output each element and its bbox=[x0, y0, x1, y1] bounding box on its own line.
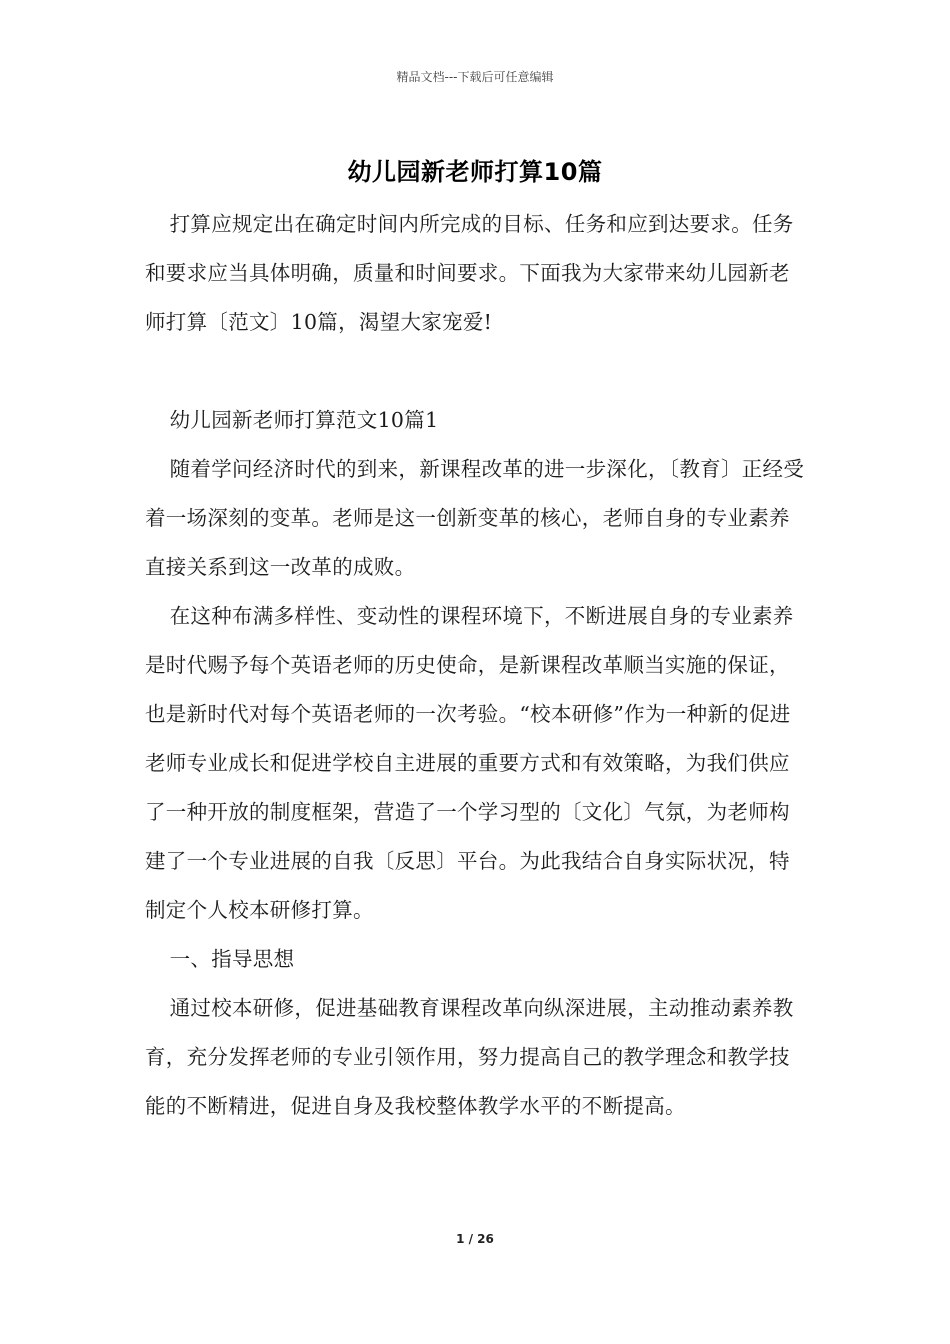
page-number: 1 / 26 bbox=[456, 1232, 494, 1246]
document-title: 幼儿园新老师打算10篇 bbox=[347, 158, 603, 186]
body-paragraph: 在这种布满多样性、变动性的课程环境下，不断进展自身的专业素养是时代赐予每个英语老师的历史使命，是新课程改革顺当实施的保证，也是新时代对每个英语老师的一次考验。“校本研修”作为一种新的促进老师专业成长和促进学校自主进展的重要方式和有效策略，为我们供应了一种开放的制度框架，营造了一个学习型的〔文化〕气氛，为老师构建了一个专业进展的自我〔反思〕平台。为此我结合自身实际状况，特制定个人校本研修打算。 bbox=[145, 604, 794, 922]
page-header: 精品文档---下载后可任意编辑 bbox=[396, 70, 554, 84]
subsection-heading: 一、指导思想 bbox=[169, 947, 295, 971]
document-body bbox=[145, 200, 810, 1131]
body-paragraph: 通过校本研修，促进基础教育课程改革向纵深进展，主动推动素养教育，充分发挥老师的专业引领作用，努力提高自己的教学理念和教学技能的不断精进，促进自身及我校整体教学水平的不断提高。 bbox=[145, 996, 794, 1118]
section-heading: 幼儿园新老师打算范文10篇1 bbox=[169, 408, 439, 432]
intro-paragraph: 打算应规定出在确定时间内所完成的目标、任务和应到达要求。任务和要求应当具体明确，质量和时间要求。下面我为大家带来幼儿园新老师打算〔范文〕10篇，渴望大家宠爱! bbox=[145, 212, 794, 334]
blank-line bbox=[145, 347, 810, 396]
body-paragraph: 随着学问经济时代的到来，新课程改革的进一步深化，〔教育〕正经受着一场深刻的变革。老师是这一创新变革的核心，老师自身的专业素养直接关系到这一改革的成败。 bbox=[145, 457, 805, 579]
